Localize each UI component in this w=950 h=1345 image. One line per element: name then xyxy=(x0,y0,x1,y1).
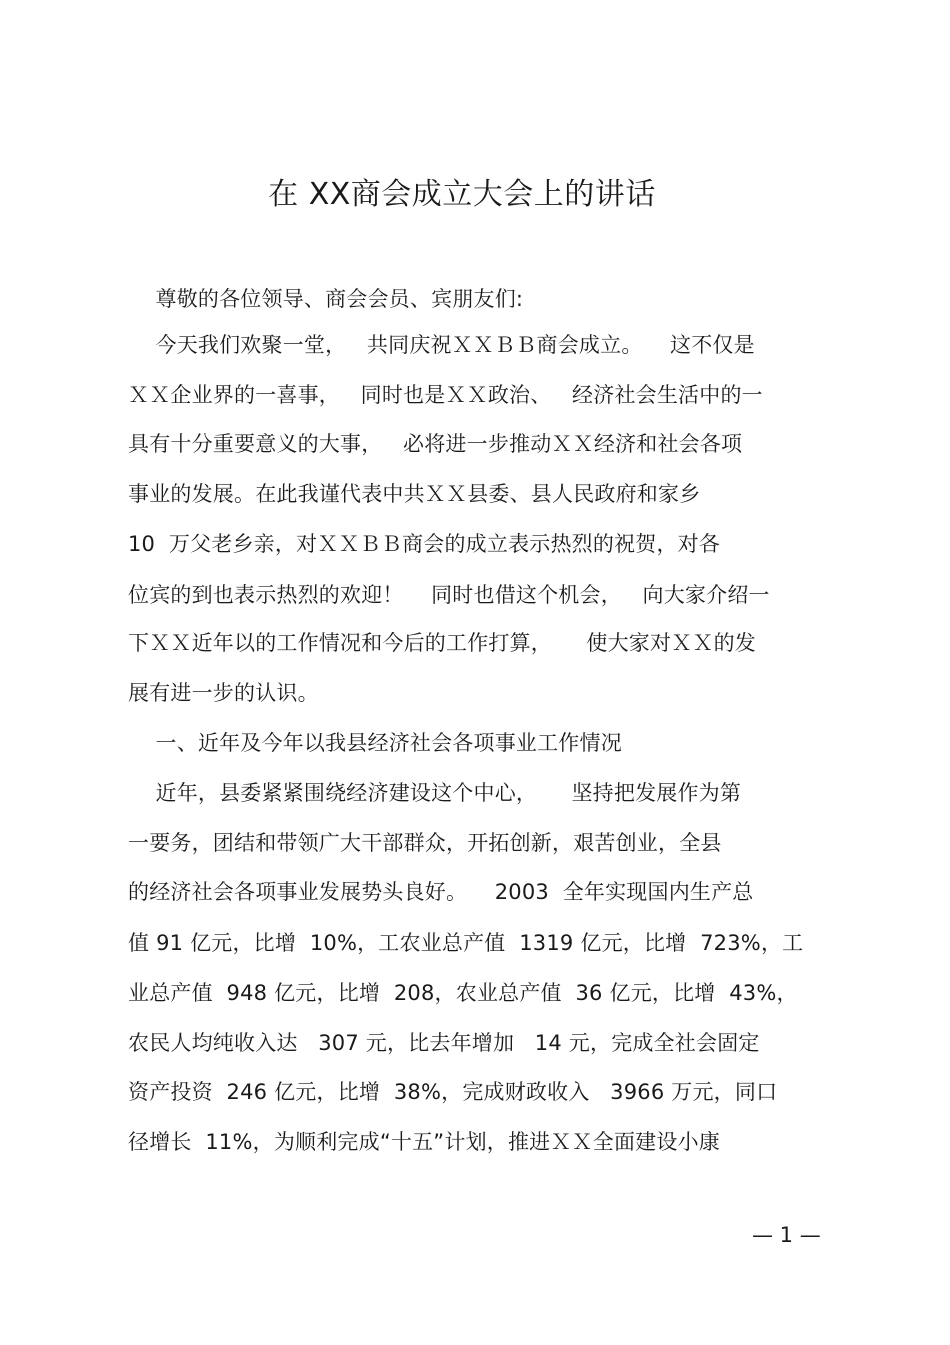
paragraph-line: 值 91 亿元，比增 10%，工农业总产值 1319 亿元，比增 723%，工 xyxy=(128,931,804,955)
paragraph-line: 位宾的到也表示热烈的欢迎！ 同时也借这个机会， 向大家介绍一 xyxy=(128,583,770,607)
paragraph-line: 一要务，团结和带领广大干部群众，开拓创新，艰苦创业，全县 xyxy=(128,831,722,855)
paragraph-line: 农民人均纯收入达 307 元，比去年增加 14 元，完成全社会固定 xyxy=(128,1031,760,1055)
paragraph-line: 径增长 11%，为顺利完成“十五”计划，推进ＸＸ全面建设小康 xyxy=(128,1130,720,1154)
paragraph-line: ＸＸ企业界的一喜事， 同时也是ＸＸ政治、 经济社会生活中的一 xyxy=(128,383,763,407)
paragraph-line: 今天我们欢聚一堂， 共同庆祝ＸＸＢＢ商会成立。 这不仅是 xyxy=(128,333,755,357)
paragraph-line: 下ＸＸ近年以的工作情况和今后的工作打算， 使大家对ＸＸ的发 xyxy=(128,631,756,655)
paragraph-line: 近年，县委紧紧围绕经济建设这个中心， 坚持把发展作为第 xyxy=(128,781,742,805)
paragraph-line: 的经济社会各项事业发展势头良好。 2003 全年实现国内生产总 xyxy=(128,880,754,904)
section-heading: 一、近年及今年以我县经济社会各项事业工作情况 xyxy=(128,731,622,755)
document-title: 在 XX商会成立大会上的讲话 xyxy=(268,177,656,212)
paragraph-line: 10 万父老乡亲，对ＸＸＢＢ商会的成立表示热烈的祝贺，对各 xyxy=(128,532,721,556)
paragraph-line: 尊敬的各位领导、商会会员、宾朋友们: xyxy=(128,287,524,311)
paragraph-line: 资产投资 246 亿元，比增 38%，完成财政收入 3966 万元，同口 xyxy=(128,1080,778,1104)
paragraph-line: 事业的发展。在此我谨代表中共ＸＸ县委、县人民政府和家乡 xyxy=(128,482,701,506)
paragraph-line: 具有十分重要意义的大事， 必将进一步推动ＸＸ经济和社会各项 xyxy=(128,432,743,456)
paragraph-line: 业总产值 948 亿元，比增 208，农业总产值 36 亿元，比增 43%， xyxy=(128,981,798,1005)
paragraph-line: 展有进一步的认识。 xyxy=(128,681,319,705)
page-number: — 1 — xyxy=(752,1223,821,1247)
